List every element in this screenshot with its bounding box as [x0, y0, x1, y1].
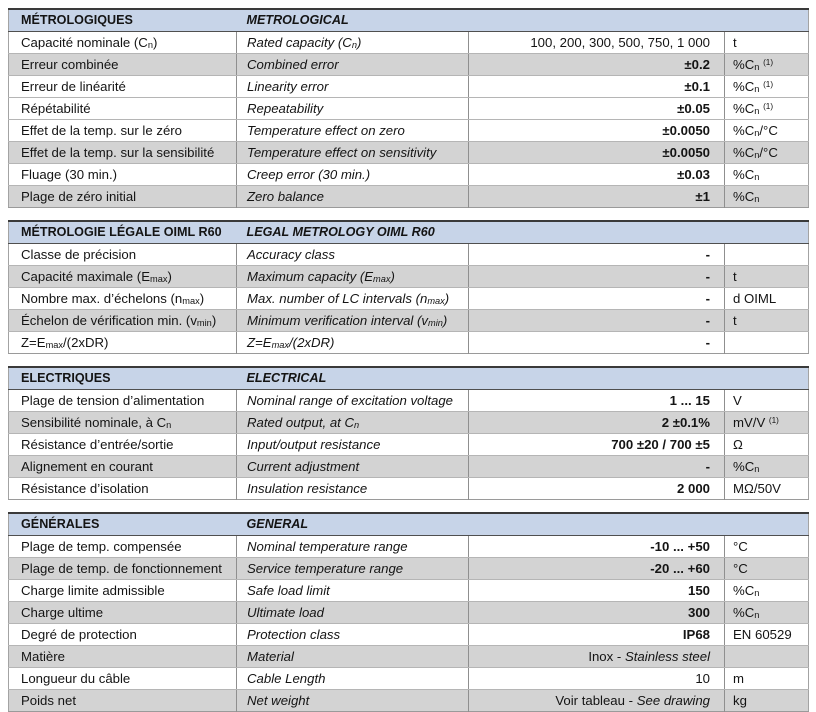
spec-row	[9, 120, 809, 142]
spec-row	[9, 332, 809, 354]
spec-value: 2 ±0.1%	[469, 412, 725, 434]
spec-label-fr: Résistance d’isolation	[9, 478, 237, 500]
spec-label-en: Combined error	[237, 54, 469, 76]
section-title-en: ELECTRICAL	[237, 367, 809, 390]
spec-unit: $\%C_n$ $^{(1)}$	[725, 76, 809, 98]
specification-tables	[8, 8, 808, 712]
spec-label-en: Current adjustment	[237, 456, 469, 478]
spec-label-en: Temperature effect on zero	[237, 120, 469, 142]
spec-unit	[725, 332, 809, 354]
spec-label-fr: Charge limite admissible	[9, 580, 237, 602]
spec-row	[9, 580, 809, 602]
spec-label-en: Rated output, at $C_n$	[237, 412, 469, 434]
spec-label-en: Ultimate load	[237, 602, 469, 624]
spec-row	[9, 142, 809, 164]
spec-unit: d OIML	[725, 288, 809, 310]
spec-label-en: Maximum capacity $(E_{max})$	[237, 266, 469, 288]
spec-label-fr: Erreur de linéarité	[9, 76, 237, 98]
spec-row	[9, 602, 809, 624]
spec-label-fr: Plage de zéro initial	[9, 186, 237, 208]
spec-label-en: Temperature effect on sensitivity	[237, 142, 469, 164]
spec-label-fr: Capacité maximale $(E_{max})$	[9, 266, 237, 288]
spec-row	[9, 558, 809, 580]
spec-value: -	[469, 310, 725, 332]
spec-value: ±0.0050	[469, 120, 725, 142]
spec-label-en: Insulation resistance	[237, 478, 469, 500]
spec-label-fr: Capacité nominale $(C_n)$	[9, 32, 237, 54]
spec-label-en: Material	[237, 646, 469, 668]
spec-section-metrological	[8, 8, 809, 208]
spec-value: 100, 200, 300, 500, 750, 1 000	[469, 32, 725, 54]
spec-value: 150	[469, 580, 725, 602]
spec-label-fr: Plage de temp. de fonctionnement	[9, 558, 237, 580]
spec-value: Voir tableau - See drawing	[469, 690, 725, 712]
spec-section-general	[8, 512, 809, 712]
spec-unit: MΩ/50V	[725, 478, 809, 500]
spec-label-fr: Plage de temp. compensée	[9, 536, 237, 558]
spec-unit: Ω	[725, 434, 809, 456]
spec-row	[9, 412, 809, 434]
spec-label-en: Linearity error	[237, 76, 469, 98]
spec-row	[9, 164, 809, 186]
spec-label-fr: Fluage (30 min.)	[9, 164, 237, 186]
spec-row	[9, 624, 809, 646]
spec-value: ±0.03	[469, 164, 725, 186]
spec-label-fr: Sensibilité nominale, à $C_n$	[9, 412, 237, 434]
spec-row	[9, 668, 809, 690]
spec-unit: $\%C_n$ $^{(1)}$	[725, 98, 809, 120]
spec-label-en: Safe load limit	[237, 580, 469, 602]
spec-value: -10 ... +50	[469, 536, 725, 558]
section-header-row	[9, 513, 809, 536]
spec-label-fr: Échelon de vérification min. $(v_{min})$	[9, 310, 237, 332]
spec-unit: $\%C_n$ $^{(1)}$	[725, 54, 809, 76]
spec-label-en: Nominal range of excitation voltage	[237, 390, 469, 412]
spec-unit: m	[725, 668, 809, 690]
spec-unit: mV/V $^{(1)}$	[725, 412, 809, 434]
spec-value: -	[469, 266, 725, 288]
spec-value: 300	[469, 602, 725, 624]
spec-unit: $\%C_n$	[725, 580, 809, 602]
spec-value: IP68	[469, 624, 725, 646]
spec-label-en: Cable Length	[237, 668, 469, 690]
spec-label-fr: Longueur du câble	[9, 668, 237, 690]
spec-label-en: Service temperature range	[237, 558, 469, 580]
spec-row	[9, 54, 809, 76]
spec-value: ±0.2	[469, 54, 725, 76]
spec-label-fr: Alignement en courant	[9, 456, 237, 478]
section-title-en: LEGAL METROLOGY OIML R60	[237, 221, 809, 244]
spec-label-fr: Résistance d’entrée/sortie	[9, 434, 237, 456]
spec-label-en: Creep error (30 min.)	[237, 164, 469, 186]
spec-label-fr: Classe de précision	[9, 244, 237, 266]
spec-label-en: Minimum verification interval $(v_{min})$	[237, 310, 469, 332]
spec-label-fr: Plage de tension d’alimentation	[9, 390, 237, 412]
spec-value: Inox - Stainless steel	[469, 646, 725, 668]
spec-row	[9, 186, 809, 208]
spec-row	[9, 536, 809, 558]
spec-unit: $\%C_n$	[725, 164, 809, 186]
spec-unit: t	[725, 310, 809, 332]
section-title-en: GENERAL	[237, 513, 809, 536]
spec-label-fr: Erreur combinée	[9, 54, 237, 76]
spec-row	[9, 98, 809, 120]
spec-row	[9, 310, 809, 332]
section-header-row	[9, 367, 809, 390]
spec-value: 2 000	[469, 478, 725, 500]
spec-row	[9, 244, 809, 266]
spec-value: ±0.1	[469, 76, 725, 98]
spec-label-fr: $Z=E_{max}/(2xDR)$	[9, 332, 237, 354]
spec-row	[9, 266, 809, 288]
spec-label-fr: Effet de la temp. sur la sensibilité	[9, 142, 237, 164]
spec-value: -20 ... +60	[469, 558, 725, 580]
spec-section-electrical	[8, 366, 809, 500]
spec-unit: EN 60529	[725, 624, 809, 646]
spec-label-fr: Répétabilité	[9, 98, 237, 120]
spec-label-en: Rated capacity $(C_n)$	[237, 32, 469, 54]
section-title-fr: GÉNÉRALES	[9, 513, 237, 536]
spec-label-fr: Charge ultime	[9, 602, 237, 624]
spec-unit: t	[725, 266, 809, 288]
section-header-row	[9, 9, 809, 32]
spec-label-en: Accuracy class	[237, 244, 469, 266]
spec-unit: °C	[725, 536, 809, 558]
spec-unit: $\%C_n$	[725, 602, 809, 624]
spec-label-en: Nominal temperature range	[237, 536, 469, 558]
spec-value: -	[469, 332, 725, 354]
spec-label-en: Repeatability	[237, 98, 469, 120]
spec-label-fr: Poids net	[9, 690, 237, 712]
spec-row	[9, 478, 809, 500]
spec-unit	[725, 646, 809, 668]
spec-label-en: Max. number of LC intervals $(n_{max})$	[237, 288, 469, 310]
spec-section-legal-metrology-oiml-r60	[8, 220, 809, 354]
spec-value: 10	[469, 668, 725, 690]
spec-row	[9, 32, 809, 54]
section-title-en: METROLOGICAL	[237, 9, 809, 32]
spec-unit	[725, 244, 809, 266]
spec-label-en: $Z=E_{max}/(2xDR)$	[237, 332, 469, 354]
section-title-fr: ELECTRIQUES	[9, 367, 237, 390]
spec-value: -	[469, 244, 725, 266]
section-title-fr: MÉTROLOGIE LÉGALE OIML R60	[9, 221, 237, 244]
spec-label-en: Input/output resistance	[237, 434, 469, 456]
spec-label-fr: Effet de la temp. sur le zéro	[9, 120, 237, 142]
spec-unit: kg	[725, 690, 809, 712]
spec-unit: V	[725, 390, 809, 412]
section-title-fr: MÉTROLOGIQUES	[9, 9, 237, 32]
spec-unit: $\%C_n$	[725, 456, 809, 478]
spec-unit: °C	[725, 558, 809, 580]
spec-unit: $\%C_n$	[725, 186, 809, 208]
spec-row	[9, 456, 809, 478]
spec-label-fr: Degré de protection	[9, 624, 237, 646]
section-header-row	[9, 221, 809, 244]
spec-unit: t	[725, 32, 809, 54]
spec-unit: $\%C_n/^\circ C$	[725, 142, 809, 164]
spec-label-fr: Nombre max. d’échelons $(n_{max})$	[9, 288, 237, 310]
spec-label-en: Net weight	[237, 690, 469, 712]
spec-label-en: Zero balance	[237, 186, 469, 208]
spec-value: -	[469, 456, 725, 478]
spec-row	[9, 690, 809, 712]
spec-value: -	[469, 288, 725, 310]
spec-row	[9, 76, 809, 98]
spec-label-en: Protection class	[237, 624, 469, 646]
spec-label-fr: Matière	[9, 646, 237, 668]
spec-row	[9, 434, 809, 456]
spec-value: 700 ±20 / 700 ±5	[469, 434, 725, 456]
spec-value: ±1	[469, 186, 725, 208]
spec-row	[9, 646, 809, 668]
spec-value: ±0.05	[469, 98, 725, 120]
spec-row	[9, 390, 809, 412]
spec-unit: $\%C_n/^\circ C$	[725, 120, 809, 142]
spec-value: ±0.0050	[469, 142, 725, 164]
spec-row	[9, 288, 809, 310]
spec-value: 1 ... 15	[469, 390, 725, 412]
